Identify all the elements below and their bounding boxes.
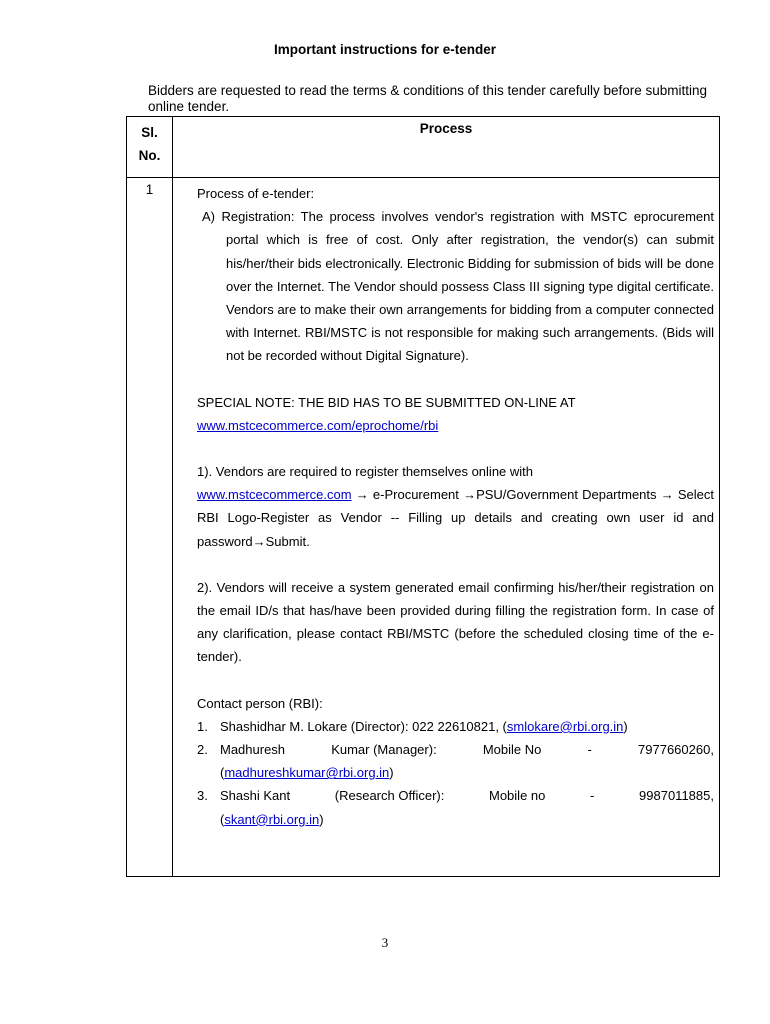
contact-item: 2. Madhuresh Kumar (Manager): Mobile No - 7977660260, (madhureshkumar@rbi.org.in) (197, 738, 714, 784)
contact-dash: - (590, 788, 595, 804)
contact-item (197, 715, 714, 738)
contact-number: 3. (197, 788, 208, 804)
mstc-link[interactable]: www.mstcecommerce.com (197, 487, 352, 503)
contact-role: (Research Officer): (334, 788, 445, 804)
contact-prefix: Shashidhar M. Lokare (Director): 022 22610821, ( (220, 718, 507, 734)
contact-number: 1. (197, 718, 208, 734)
document-title: Important instructions for e-tender (273, 42, 496, 57)
contact-mobile-label: Mobile no (489, 788, 546, 804)
step1-rest: → e-Procurement →PSU/Government Departments → Select RBI Logo-Register as Vendor -- Filling up details and creating own user id and password→Submit. (197, 487, 714, 549)
step1-prefix: 1). Vendors are required to register themselves online with (197, 464, 534, 480)
contact-email-link[interactable]: smlokare@rbi.org.in (506, 718, 624, 734)
contact-item: 3. Shashi Kant (Research Officer): Mobile no - 9987011885, (skant@rbi.org.in) (197, 784, 714, 830)
contact-role: Kumar (Manager): (331, 742, 437, 758)
process-heading: Process of e-tender: (197, 186, 315, 201)
contact-email-link[interactable]: skant@rbi.org.in (224, 811, 320, 827)
contact-name: Madhuresh (220, 742, 286, 758)
row-serial-number: 1 (145, 182, 154, 197)
step1-paragraph (197, 483, 714, 553)
intro-paragraph: Bidders are requested to read the terms & conditions of this tender carefully before submitting online tender. (148, 83, 708, 114)
header-divider (127, 177, 719, 178)
header-process: Process (419, 121, 473, 136)
page-number: 3 (381, 935, 389, 950)
process-content (197, 182, 714, 831)
contact-dash: - (587, 742, 592, 758)
contact-heading: Contact person (RBI): (197, 695, 323, 711)
contact-email-link[interactable]: madhureshkumar@rbi.org.in (224, 765, 390, 781)
contact-name: Shashi Kant (220, 788, 291, 804)
header-serial-number (127, 121, 172, 167)
registration-paragraph: A) Registration: The process involves vendor's registration with MSTC eprocurement portal which is free of cost. Only after registration, the vendor(s) can submit his/her/their bids electronically. Electronic Bidding for submission of bids will be done over the Internet. The Vendor should possess Class III signing type digital certificate. Vendors are to make their own arrangements for bidding from a computer connected with Internet. RBI/MSTC is not responsible for making such arrangements. (Bids will not be recorded without Digital Signature). (202, 209, 714, 364)
header-sl-line1: Sl. (141, 125, 158, 140)
column-divider (172, 117, 173, 876)
contact-number: 2. (197, 742, 208, 758)
special-note-link[interactable]: www.mstcecommerce.com/eprochome/rbi (197, 417, 439, 433)
special-note: SPECIAL NOTE: THE BID HAS TO BE SUBMITTED ON-LINE AT (197, 394, 576, 410)
contact-phone: 7977660260, (638, 742, 714, 758)
contact-phone: 9987011885, (639, 788, 714, 804)
instructions-table (126, 116, 720, 877)
contact-suffix: ) (623, 718, 628, 734)
step2-paragraph: 2). Vendors will receive a system generated email confirming his/her/their registration on the email ID/s that has/have been provided during filling the registration form. In case of any clarification, please contact RBI/MSTC (before the scheduled closing time of the e- tender). (197, 579, 714, 665)
header-sl-line2: No. (138, 148, 161, 163)
contact-mobile-label: Mobile No (482, 742, 542, 758)
